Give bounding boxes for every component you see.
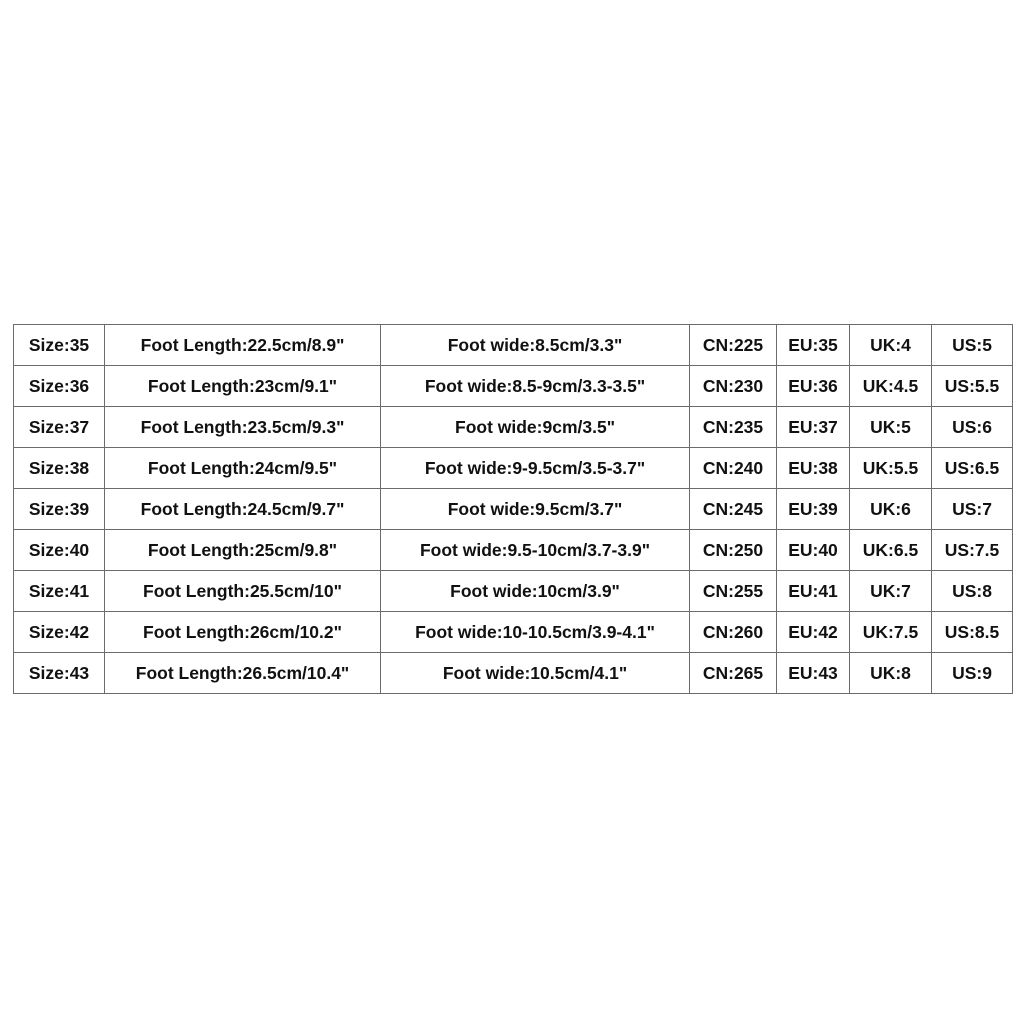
eu-size-cell: EU:35	[777, 325, 850, 366]
us-size-cell: US:6.5	[932, 448, 1013, 489]
size-cell: Size:35	[14, 325, 105, 366]
table-row	[14, 325, 1013, 366]
uk-size-cell: UK:5.5	[850, 448, 932, 489]
foot-width-cell: Foot wide:9.5-10cm/3.7-3.9"	[381, 530, 690, 571]
table-row	[14, 448, 1013, 489]
size-cell: Size:43	[14, 653, 105, 694]
cn-size-cell: CN:265	[690, 653, 777, 694]
us-size-cell: US:7	[932, 489, 1013, 530]
foot-length-cell: Foot Length:23.5cm/9.3"	[105, 407, 381, 448]
foot-length-cell: Foot Length:25.5cm/10"	[105, 571, 381, 612]
uk-size-cell: UK:6.5	[850, 530, 932, 571]
size-cell: Size:40	[14, 530, 105, 571]
cn-size-cell: CN:250	[690, 530, 777, 571]
foot-length-cell: Foot Length:22.5cm/8.9"	[105, 325, 381, 366]
size-cell: Size:42	[14, 612, 105, 653]
cn-size-cell: CN:260	[690, 612, 777, 653]
eu-size-cell: EU:43	[777, 653, 850, 694]
us-size-cell: US:5.5	[932, 366, 1013, 407]
uk-size-cell: UK:7.5	[850, 612, 932, 653]
foot-width-cell: Foot wide:8.5-9cm/3.3-3.5"	[381, 366, 690, 407]
us-size-cell: US:5	[932, 325, 1013, 366]
foot-width-cell: Foot wide:10.5cm/4.1"	[381, 653, 690, 694]
foot-width-cell: Foot wide:10cm/3.9"	[381, 571, 690, 612]
eu-size-cell: EU:40	[777, 530, 850, 571]
foot-width-cell: Foot wide:9.5cm/3.7"	[381, 489, 690, 530]
eu-size-cell: EU:38	[777, 448, 850, 489]
cn-size-cell: CN:255	[690, 571, 777, 612]
size-cell: Size:38	[14, 448, 105, 489]
foot-length-cell: Foot Length:23cm/9.1"	[105, 366, 381, 407]
us-size-cell: US:8	[932, 571, 1013, 612]
cn-size-cell: CN:225	[690, 325, 777, 366]
size-chart-body	[14, 325, 1013, 694]
table-row	[14, 571, 1013, 612]
eu-size-cell: EU:39	[777, 489, 850, 530]
eu-size-cell: EU:36	[777, 366, 850, 407]
cn-size-cell: CN:230	[690, 366, 777, 407]
table-row	[14, 407, 1013, 448]
us-size-cell: US:9	[932, 653, 1013, 694]
foot-length-cell: Foot Length:25cm/9.8"	[105, 530, 381, 571]
cn-size-cell: CN:240	[690, 448, 777, 489]
eu-size-cell: EU:37	[777, 407, 850, 448]
table-row	[14, 612, 1013, 653]
size-cell: Size:39	[14, 489, 105, 530]
us-size-cell: US:8.5	[932, 612, 1013, 653]
foot-length-cell: Foot Length:26cm/10.2"	[105, 612, 381, 653]
cn-size-cell: CN:245	[690, 489, 777, 530]
foot-width-cell: Foot wide:9cm/3.5"	[381, 407, 690, 448]
foot-length-cell: Foot Length:24cm/9.5"	[105, 448, 381, 489]
table-row	[14, 530, 1013, 571]
table-row	[14, 366, 1013, 407]
foot-width-cell: Foot wide:9-9.5cm/3.5-3.7"	[381, 448, 690, 489]
us-size-cell: US:7.5	[932, 530, 1013, 571]
uk-size-cell: UK:8	[850, 653, 932, 694]
size-cell: Size:36	[14, 366, 105, 407]
uk-size-cell: UK:7	[850, 571, 932, 612]
foot-length-cell: Foot Length:24.5cm/9.7"	[105, 489, 381, 530]
cn-size-cell: CN:235	[690, 407, 777, 448]
foot-length-cell: Foot Length:26.5cm/10.4"	[105, 653, 381, 694]
uk-size-cell: UK:4.5	[850, 366, 932, 407]
foot-width-cell: Foot wide:8.5cm/3.3"	[381, 325, 690, 366]
uk-size-cell: UK:5	[850, 407, 932, 448]
table-row	[14, 489, 1013, 530]
eu-size-cell: EU:41	[777, 571, 850, 612]
foot-width-cell: Foot wide:10-10.5cm/3.9-4.1"	[381, 612, 690, 653]
size-cell: Size:37	[14, 407, 105, 448]
eu-size-cell: EU:42	[777, 612, 850, 653]
uk-size-cell: UK:6	[850, 489, 932, 530]
size-cell: Size:41	[14, 571, 105, 612]
us-size-cell: US:6	[932, 407, 1013, 448]
table-row	[14, 653, 1013, 694]
uk-size-cell: UK:4	[850, 325, 932, 366]
size-chart-table	[13, 324, 1013, 694]
